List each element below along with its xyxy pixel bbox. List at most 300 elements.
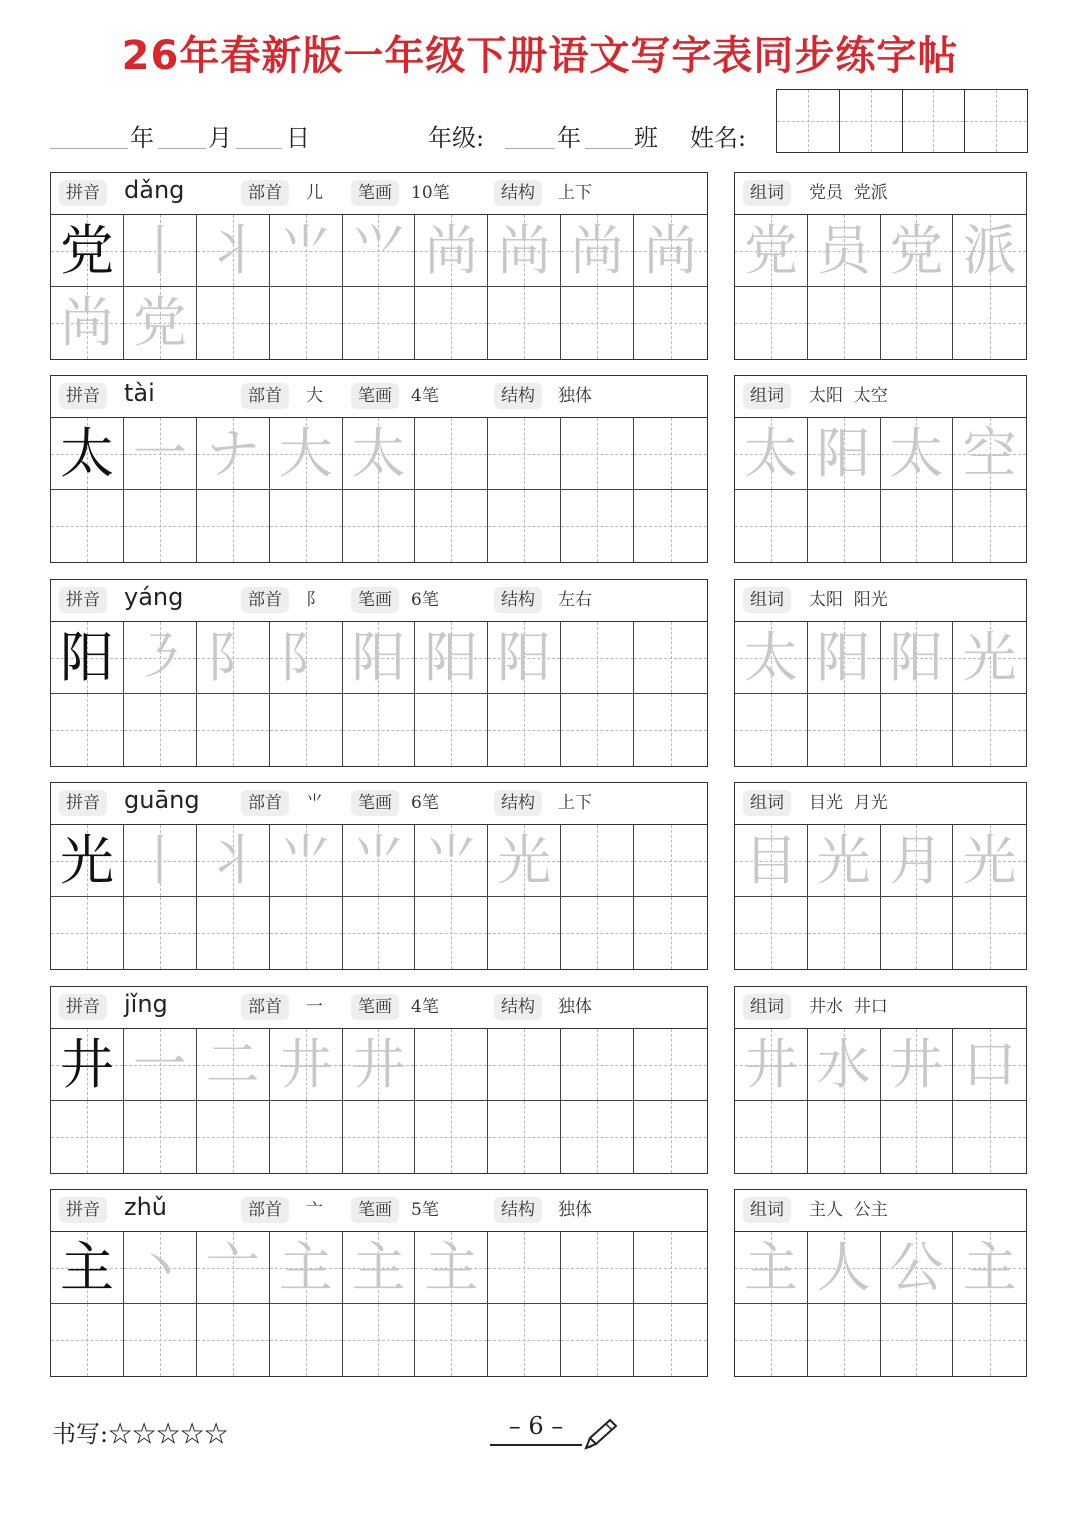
- trace-char: ⺌: [424, 828, 479, 892]
- words-value: 党员 党派: [809, 183, 888, 203]
- writing-cell[interactable]: [881, 418, 954, 490]
- trace-char: 主: [424, 1235, 479, 1299]
- writing-cell[interactable]: [881, 1029, 954, 1101]
- word-grid: [735, 622, 1026, 766]
- word-grid: [735, 1029, 1026, 1173]
- writing-cell[interactable]: [808, 490, 881, 562]
- trace-char: ⺍: [351, 218, 406, 282]
- name-cell[interactable]: [777, 90, 840, 152]
- writing-cell[interactable]: [415, 1232, 488, 1304]
- writing-cell[interactable]: [808, 418, 881, 490]
- strokes-tag: 笔画: [351, 1197, 399, 1223]
- writing-cell[interactable]: [197, 490, 270, 562]
- writing-cell[interactable]: [881, 287, 954, 359]
- word-grid: [735, 1232, 1026, 1376]
- date-class-header: [50, 118, 770, 158]
- structure-value: 独体: [558, 1200, 592, 1220]
- trace-char: 丨: [132, 218, 187, 282]
- trace-char: 一: [132, 1032, 187, 1096]
- structure-tag: 结构: [494, 383, 542, 409]
- writing-cell[interactable]: [808, 287, 881, 359]
- trace-char: ⺌: [278, 218, 333, 282]
- writing-cell[interactable]: [124, 1232, 197, 1304]
- writing-cell[interactable]: [735, 825, 808, 897]
- writing-cell[interactable]: [634, 215, 707, 287]
- strokes-tag: 笔画: [351, 180, 399, 206]
- structure-tag: 结构: [494, 587, 542, 613]
- radical-tag: 部首: [241, 994, 289, 1020]
- strokes-tag: 笔画: [351, 994, 399, 1020]
- writing-cell[interactable]: [808, 215, 881, 287]
- word-trace-char: 光: [962, 828, 1017, 892]
- words-tag: 组词: [743, 587, 791, 613]
- trace-char: ㇋: [132, 625, 187, 689]
- word-trace-char: 口: [962, 1032, 1017, 1096]
- name-writing-grid[interactable]: [776, 89, 1028, 153]
- writing-cell[interactable]: [415, 1029, 488, 1101]
- writing-cell[interactable]: [808, 622, 881, 694]
- writing-cell[interactable]: [415, 825, 488, 897]
- writing-cell[interactable]: [561, 622, 634, 694]
- class-label: 班: [634, 124, 658, 152]
- word-practice-block: [734, 782, 1027, 970]
- writing-cell[interactable]: [881, 897, 954, 969]
- radical-tag: 部首: [241, 383, 289, 409]
- name-label: 姓名:: [690, 124, 747, 152]
- writing-cell[interactable]: [124, 897, 197, 969]
- writing-cell[interactable]: [735, 418, 808, 490]
- strokes-value: 4笔: [411, 386, 439, 406]
- writing-cell[interactable]: [124, 825, 197, 897]
- writing-cell[interactable]: [51, 622, 124, 694]
- radical-tag: 部首: [241, 180, 289, 206]
- writing-cell[interactable]: [124, 490, 197, 562]
- writing-cell[interactable]: [953, 1029, 1026, 1101]
- name-cell[interactable]: [965, 90, 1027, 152]
- radical-tag: 部首: [241, 587, 289, 613]
- writing-cell[interactable]: [634, 418, 707, 490]
- strokes-tag: 笔画: [351, 790, 399, 816]
- pinyin-value: zhǔ: [124, 1193, 168, 1221]
- writing-cell[interactable]: [197, 1232, 270, 1304]
- writing-cell[interactable]: [270, 418, 343, 490]
- page-number: – 6 –: [490, 1412, 582, 1446]
- pinyin-value: yáng: [124, 583, 184, 611]
- word-grid: [735, 825, 1026, 969]
- writing-cell[interactable]: [735, 694, 808, 766]
- writing-cell[interactable]: [808, 897, 881, 969]
- writing-cell[interactable]: [735, 622, 808, 694]
- radical-tag: 部首: [241, 1197, 289, 1223]
- pinyin-tag: 拼音: [59, 383, 107, 409]
- writing-cell[interactable]: [808, 1101, 881, 1173]
- writing-cell[interactable]: [881, 215, 954, 287]
- writing-cell[interactable]: [488, 1029, 561, 1101]
- trace-char: 丬: [205, 218, 260, 282]
- writing-cell[interactable]: [197, 287, 270, 359]
- char-practice-block: [50, 375, 708, 563]
- word-info-bar: [735, 173, 1026, 215]
- trace-char: 尚: [59, 291, 114, 354]
- strokes-value: 6笔: [411, 793, 439, 813]
- structure-tag: 结构: [494, 790, 542, 816]
- trace-char: 丨: [132, 828, 187, 892]
- char-info-bar: [51, 1190, 707, 1232]
- writing-cell[interactable]: [415, 694, 488, 766]
- char-info-bar: [51, 173, 707, 215]
- writing-cell[interactable]: [51, 215, 124, 287]
- pinyin-tag: 拼音: [59, 180, 107, 206]
- writing-cell[interactable]: [634, 694, 707, 766]
- writing-cell[interactable]: [197, 1029, 270, 1101]
- writing-cell[interactable]: [270, 1304, 343, 1376]
- writing-cell[interactable]: [197, 1304, 270, 1376]
- writing-cell[interactable]: [953, 622, 1026, 694]
- writing-cell[interactable]: [51, 418, 124, 490]
- writing-cell[interactable]: [808, 1029, 881, 1101]
- writing-cell[interactable]: [197, 825, 270, 897]
- strokes-value: 4笔: [411, 997, 439, 1017]
- writing-cell[interactable]: [124, 287, 197, 359]
- writing-cell[interactable]: [808, 694, 881, 766]
- word-trace-char: 派: [962, 218, 1017, 282]
- writing-cell[interactable]: [270, 1101, 343, 1173]
- day-label: 日: [286, 124, 310, 152]
- word-grid: [735, 418, 1026, 562]
- writing-cell[interactable]: [343, 215, 416, 287]
- word-practice-block: [734, 986, 1027, 1174]
- trace-char: 阳: [351, 625, 406, 689]
- model-char: 党: [59, 218, 114, 282]
- word-trace-char: 月: [889, 828, 944, 892]
- writing-cell[interactable]: [197, 897, 270, 969]
- writing-cell[interactable]: [415, 490, 488, 562]
- writing-cell[interactable]: [488, 1101, 561, 1173]
- writing-rating: [52, 1414, 228, 1449]
- word-trace-char: 党: [889, 218, 944, 282]
- radical-value: 亠: [306, 1200, 323, 1220]
- words-tag: 组词: [743, 180, 791, 206]
- word-trace-char: 目: [743, 828, 798, 892]
- writing-cell[interactable]: [488, 418, 561, 490]
- writing-cell[interactable]: [808, 1232, 881, 1304]
- word-trace-char: 阳: [816, 625, 871, 689]
- word-info-bar: [735, 376, 1026, 418]
- writing-cell[interactable]: [488, 825, 561, 897]
- writing-cell[interactable]: [51, 1101, 124, 1173]
- trace-char: 光: [497, 828, 552, 892]
- word-trace-char: 水: [816, 1032, 871, 1096]
- writing-cell[interactable]: [488, 490, 561, 562]
- trace-char: 二: [205, 1032, 260, 1096]
- writing-cell[interactable]: [953, 215, 1026, 287]
- writing-cell[interactable]: [735, 1232, 808, 1304]
- words-tag: 组词: [743, 790, 791, 816]
- writing-cell[interactable]: [735, 1029, 808, 1101]
- word-grid: [735, 215, 1026, 359]
- trace-char: ⺌: [351, 828, 406, 892]
- writing-cell[interactable]: [197, 1101, 270, 1173]
- trace-char: 丶: [132, 1235, 187, 1299]
- writing-cell[interactable]: [51, 825, 124, 897]
- writing-cell[interactable]: [561, 490, 634, 562]
- writing-cell[interactable]: [808, 825, 881, 897]
- writing-cell[interactable]: [415, 418, 488, 490]
- trace-char: 尚: [570, 218, 625, 282]
- writing-cell[interactable]: [415, 1101, 488, 1173]
- char-practice-block: [50, 579, 708, 767]
- writing-cell[interactable]: [415, 897, 488, 969]
- writing-cell[interactable]: [634, 1029, 707, 1101]
- word-info-bar: [735, 987, 1026, 1029]
- writing-cell[interactable]: [561, 418, 634, 490]
- word-trace-char: 员: [816, 218, 871, 282]
- writing-cell[interactable]: [561, 694, 634, 766]
- pinyin-value: guāng: [124, 786, 200, 814]
- writing-cell[interactable]: [197, 215, 270, 287]
- char-practice-block: [50, 172, 708, 360]
- practice-grid: [51, 622, 707, 766]
- writing-cell[interactable]: [488, 215, 561, 287]
- trace-char: 阝: [205, 625, 260, 689]
- writing-cell[interactable]: [953, 1304, 1026, 1376]
- word-trace-char: 主: [743, 1235, 798, 1299]
- word-trace-char: 人: [816, 1235, 871, 1299]
- words-value: 井水 井口: [809, 997, 888, 1017]
- practice-grid: [51, 215, 707, 359]
- writing-cell[interactable]: [343, 1101, 416, 1173]
- writing-cell[interactable]: [343, 825, 416, 897]
- char-info-bar: [51, 376, 707, 418]
- writing-cell[interactable]: [881, 622, 954, 694]
- writing-cell[interactable]: [197, 418, 270, 490]
- writing-cell[interactable]: [343, 622, 416, 694]
- writing-cell[interactable]: [561, 1232, 634, 1304]
- writing-cell[interactable]: [51, 897, 124, 969]
- writing-cell[interactable]: [51, 490, 124, 562]
- writing-cell[interactable]: [270, 490, 343, 562]
- writing-cell[interactable]: [881, 1101, 954, 1173]
- pinyin-tag: 拼音: [59, 1197, 107, 1223]
- char-practice-block: [50, 1189, 708, 1377]
- writing-cell[interactable]: [197, 622, 270, 694]
- writing-cell[interactable]: [634, 287, 707, 359]
- pinyin-value: dǎng: [124, 176, 185, 204]
- strokes-value: 6笔: [411, 590, 439, 610]
- pinyin-tag: 拼音: [59, 587, 107, 613]
- writing-cell[interactable]: [735, 897, 808, 969]
- grade-label: 年级:: [428, 124, 485, 152]
- practice-grid: [51, 418, 707, 562]
- char-info-bar: [51, 987, 707, 1029]
- words-value: 太阳 太空: [809, 386, 888, 406]
- writing-cell[interactable]: [488, 1304, 561, 1376]
- writing-cell[interactable]: [881, 1304, 954, 1376]
- trace-char: 亠: [205, 1235, 260, 1299]
- writing-cell[interactable]: [808, 1304, 881, 1376]
- writing-cell[interactable]: [270, 1029, 343, 1101]
- trace-char: 尚: [643, 218, 698, 282]
- writing-cell[interactable]: [51, 1029, 124, 1101]
- writing-cell[interactable]: [953, 418, 1026, 490]
- structure-value: 独体: [558, 997, 592, 1017]
- writing-cell[interactable]: [953, 287, 1026, 359]
- writing-cell[interactable]: [124, 1029, 197, 1101]
- writing-cell[interactable]: [124, 1101, 197, 1173]
- structure-tag: 结构: [494, 1197, 542, 1223]
- writing-cell[interactable]: [735, 490, 808, 562]
- writing-cell[interactable]: [488, 694, 561, 766]
- writing-cell[interactable]: [51, 287, 124, 359]
- pinyin-tag: 拼音: [59, 994, 107, 1020]
- writing-cell[interactable]: [561, 1304, 634, 1376]
- writing-cell[interactable]: [953, 825, 1026, 897]
- strokes-tag: 笔画: [351, 587, 399, 613]
- model-char: 主: [59, 1235, 114, 1299]
- trace-char: 党: [132, 291, 187, 354]
- writing-cell[interactable]: [415, 287, 488, 359]
- model-char: 阳: [59, 625, 114, 689]
- trace-char: 阝: [278, 625, 333, 689]
- word-trace-char: 太: [743, 421, 798, 485]
- name-cell[interactable]: [840, 90, 903, 152]
- model-char: 井: [59, 1032, 114, 1096]
- writing-cell[interactable]: [735, 215, 808, 287]
- trace-char: 阳: [424, 625, 479, 689]
- name-cell[interactable]: [903, 90, 966, 152]
- writing-cell[interactable]: [561, 1101, 634, 1173]
- writing-cell[interactable]: [634, 1304, 707, 1376]
- writing-cell[interactable]: [735, 1304, 808, 1376]
- writing-cell[interactable]: [881, 1232, 954, 1304]
- structure-value: 上下: [558, 793, 592, 813]
- radical-tag: 部首: [241, 790, 289, 816]
- writing-cell[interactable]: [270, 694, 343, 766]
- radical-value: ⺌: [306, 793, 323, 813]
- pinyin-value: tài: [124, 379, 155, 407]
- words-tag: 组词: [743, 994, 791, 1020]
- writing-cell[interactable]: [953, 1101, 1026, 1173]
- words-tag: 组词: [743, 1197, 791, 1223]
- word-trace-char: 井: [743, 1032, 798, 1096]
- structure-tag: 结构: [494, 180, 542, 206]
- trace-char: ⺌: [278, 828, 333, 892]
- writing-cell[interactable]: [197, 694, 270, 766]
- writing-cell[interactable]: [953, 897, 1026, 969]
- trace-char: 大: [278, 421, 333, 485]
- words-tag: 组词: [743, 383, 791, 409]
- word-practice-block: [734, 375, 1027, 563]
- structure-tag: 结构: [494, 994, 542, 1020]
- writing-cell[interactable]: [634, 622, 707, 694]
- writing-cell[interactable]: [270, 1232, 343, 1304]
- trace-char: ナ: [205, 421, 260, 485]
- char-practice-block: [50, 782, 708, 970]
- writing-cell[interactable]: [488, 1232, 561, 1304]
- char-info-bar: [51, 580, 707, 622]
- writing-cell[interactable]: [51, 694, 124, 766]
- writing-cell[interactable]: [634, 490, 707, 562]
- writing-cell[interactable]: [124, 1304, 197, 1376]
- writing-cell[interactable]: [634, 1232, 707, 1304]
- trace-char: 丬: [205, 828, 260, 892]
- radical-value: 儿: [306, 183, 323, 203]
- writing-cell[interactable]: [735, 1101, 808, 1173]
- writing-cell[interactable]: [343, 418, 416, 490]
- writing-cell[interactable]: [561, 287, 634, 359]
- writing-cell[interactable]: [343, 694, 416, 766]
- writing-cell[interactable]: [735, 287, 808, 359]
- radical-value: 大: [306, 386, 323, 406]
- writing-cell[interactable]: [415, 622, 488, 694]
- writing-cell[interactable]: [343, 897, 416, 969]
- writing-cell[interactable]: [881, 694, 954, 766]
- writing-cell[interactable]: [51, 1304, 124, 1376]
- writing-cell[interactable]: [953, 694, 1026, 766]
- trace-char: 尚: [497, 218, 552, 282]
- writing-cell[interactable]: [124, 215, 197, 287]
- practice-grid: [51, 825, 707, 969]
- writing-cell[interactable]: [881, 825, 954, 897]
- writing-cell[interactable]: [343, 1304, 416, 1376]
- writing-cell[interactable]: [124, 622, 197, 694]
- writing-cell[interactable]: [561, 1029, 634, 1101]
- pen-icon: [580, 1416, 620, 1452]
- writing-cell[interactable]: [634, 1101, 707, 1173]
- writing-cell[interactable]: [51, 1232, 124, 1304]
- writing-cell[interactable]: [343, 490, 416, 562]
- writing-cell[interactable]: [270, 825, 343, 897]
- writing-cell[interactable]: [270, 897, 343, 969]
- writing-cell[interactable]: [488, 897, 561, 969]
- writing-cell[interactable]: [270, 215, 343, 287]
- pinyin-tag: 拼音: [59, 790, 107, 816]
- writing-cell[interactable]: [415, 215, 488, 287]
- writing-cell[interactable]: [634, 897, 707, 969]
- trace-char: 主: [351, 1235, 406, 1299]
- writing-cell[interactable]: [488, 287, 561, 359]
- writing-cell[interactable]: [488, 622, 561, 694]
- writing-cell[interactable]: [881, 490, 954, 562]
- rating-stars[interactable]: ☆☆☆☆☆: [108, 1420, 229, 1448]
- trace-char: 井: [278, 1032, 333, 1096]
- pinyin-value: jǐng: [124, 990, 168, 1018]
- writing-cell[interactable]: [270, 622, 343, 694]
- word-info-bar: [735, 783, 1026, 825]
- trace-char: 阳: [497, 625, 552, 689]
- structure-value: 上下: [558, 183, 592, 203]
- writing-cell[interactable]: [561, 825, 634, 897]
- word-trace-char: 空: [962, 421, 1017, 485]
- writing-cell[interactable]: [634, 825, 707, 897]
- writing-cell[interactable]: [343, 287, 416, 359]
- trace-char: 太: [351, 421, 406, 485]
- writing-cell[interactable]: [343, 1029, 416, 1101]
- writing-cell[interactable]: [343, 1232, 416, 1304]
- writing-cell[interactable]: [124, 418, 197, 490]
- radical-value: 阝: [306, 590, 323, 610]
- writing-cell[interactable]: [953, 1232, 1026, 1304]
- writing-label: 书写:: [52, 1420, 109, 1448]
- writing-cell[interactable]: [561, 215, 634, 287]
- radical-value: 一: [306, 997, 323, 1017]
- writing-cell[interactable]: [124, 694, 197, 766]
- year-label: 年: [130, 124, 154, 152]
- writing-cell[interactable]: [415, 1304, 488, 1376]
- writing-cell[interactable]: [270, 287, 343, 359]
- writing-cell[interactable]: [561, 897, 634, 969]
- writing-cell[interactable]: [953, 490, 1026, 562]
